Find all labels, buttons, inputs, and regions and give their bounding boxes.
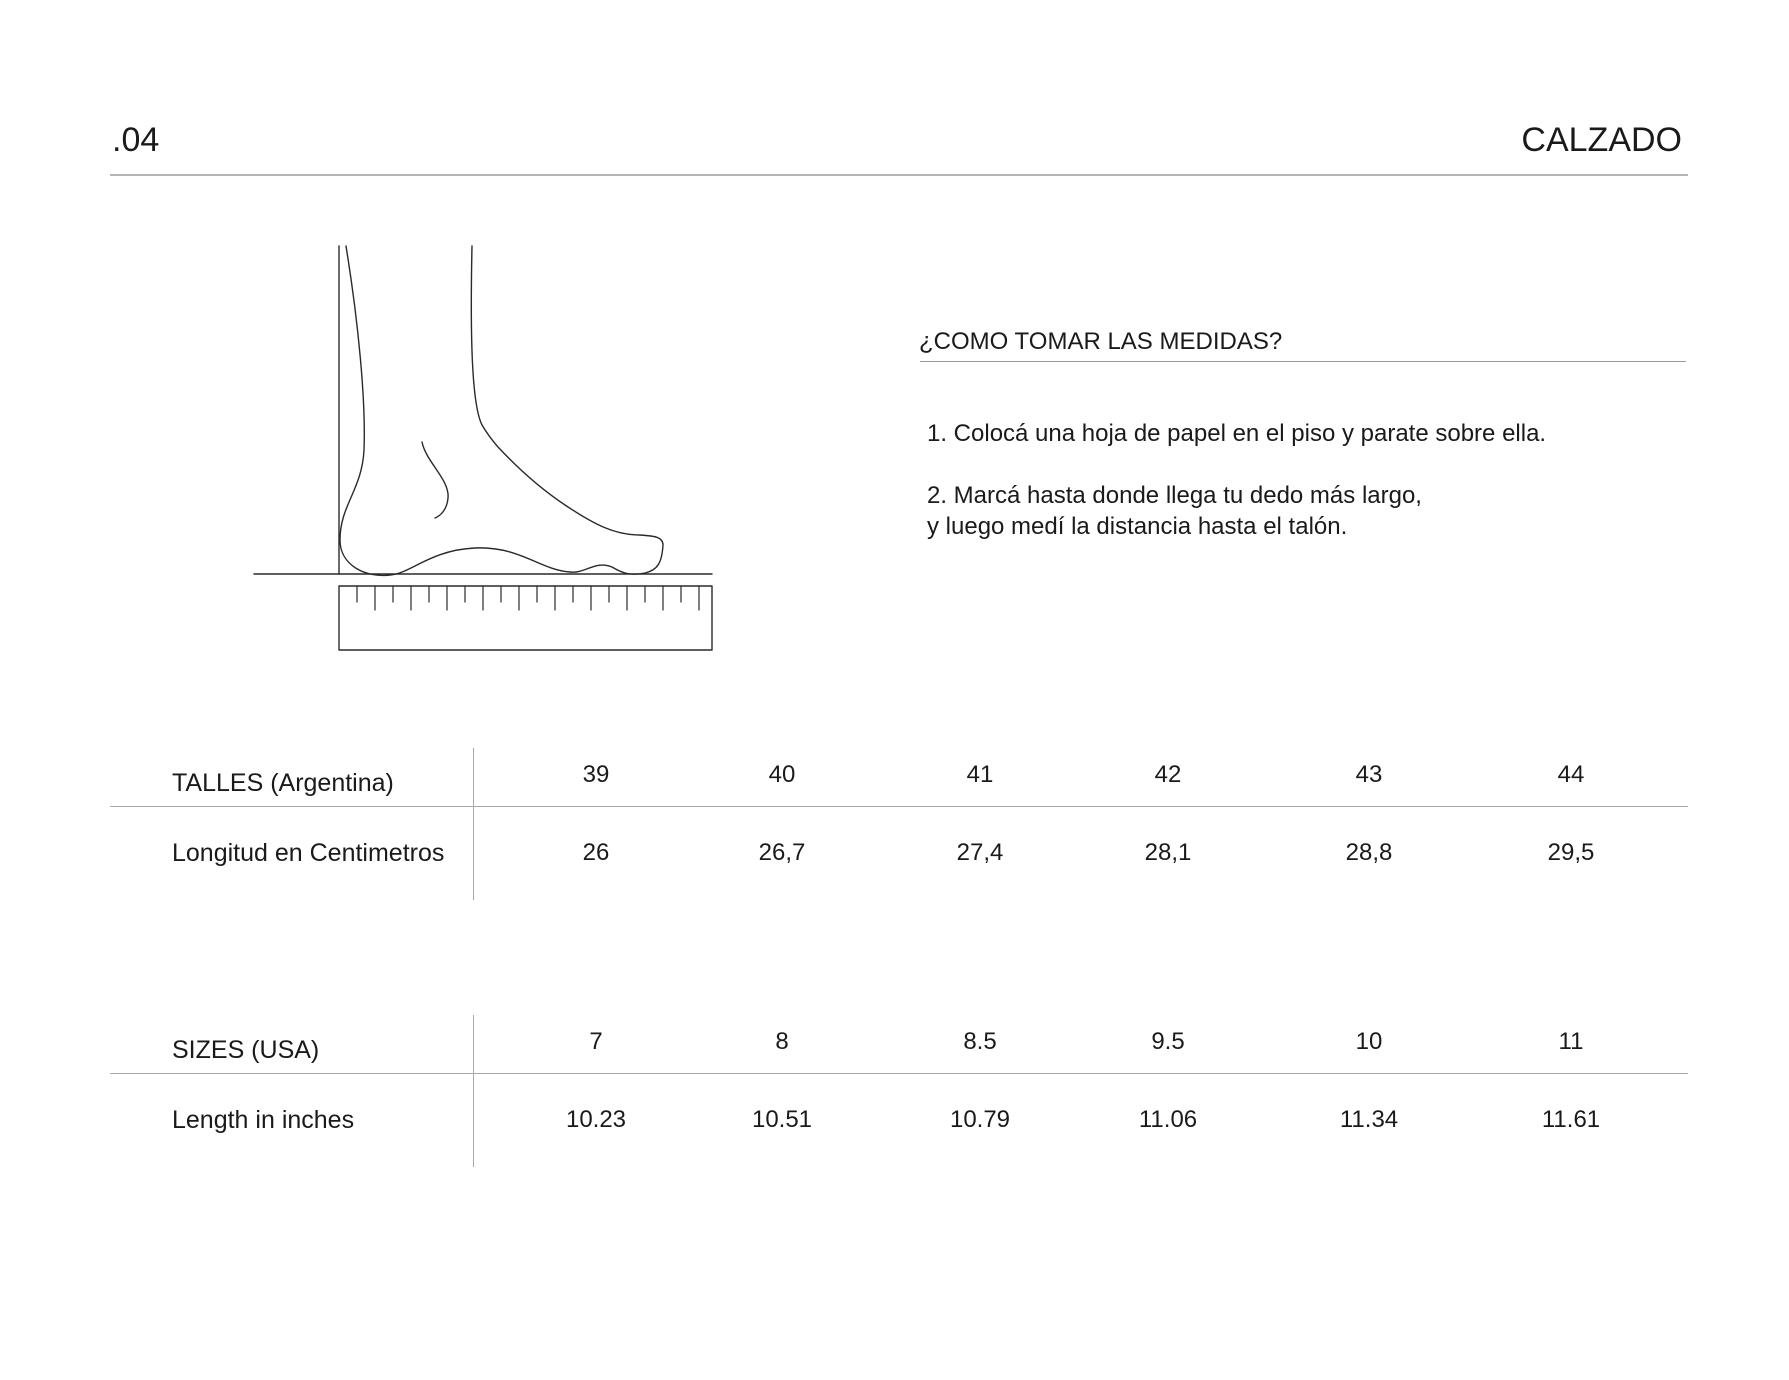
illustration <box>250 240 730 660</box>
length-cell: 10.23 <box>565 1106 627 1133</box>
usa-length-label: Length in inches <box>172 1106 355 1134</box>
size-cell: 10 <box>1355 1028 1383 1055</box>
instruction-step-1 <box>927 418 1546 449</box>
instructions-title: ¿COMO TOMAR LAS MEDIDAS? <box>919 328 1283 355</box>
instructions-divider <box>920 361 1686 362</box>
instruction-step-2 <box>927 480 1422 542</box>
size-cell: 7 <box>589 1028 603 1055</box>
size-cell: 43 <box>1355 761 1383 788</box>
instruction-step-2-line-1: 2. Marcá hasta donde llega tu dedo más largo, <box>927 482 1422 509</box>
size-cell: 39 <box>582 761 610 788</box>
ruler <box>339 586 712 650</box>
length-cell: 11.34 <box>1339 1106 1399 1133</box>
length-cell: 26 <box>582 839 610 866</box>
size-cell: 40 <box>768 761 796 788</box>
foot-measuring-icon <box>250 240 730 660</box>
instruction-step-2-line-2: y luego medí la distancia hasta el talón. <box>927 513 1348 540</box>
usa-header-label: SIZES (USA) <box>172 1036 320 1064</box>
header-divider <box>110 174 1688 176</box>
page-number: .04 <box>112 121 160 159</box>
arch-line <box>422 442 448 518</box>
size-cell: 8 <box>775 1028 789 1055</box>
usa-size-table <box>110 1015 1688 1170</box>
argentina-length-label: Longitud en Centimetros <box>172 839 445 867</box>
size-cell: 9.5 <box>1151 1028 1185 1055</box>
foot-outline <box>340 246 663 575</box>
length-cell: 29,5 <box>1547 839 1595 866</box>
ruler-ticks <box>357 586 699 610</box>
argentina-size-table <box>110 748 1688 903</box>
instruction-step-1-line-1: 1. Colocá una hoja de papel en el piso y parate sobre ella. <box>927 420 1547 447</box>
length-cell: 28,1 <box>1144 839 1192 866</box>
argentina-header-label: TALLES (Argentina) <box>172 769 394 797</box>
size-cell: 41 <box>966 761 994 788</box>
length-cell: 10.51 <box>751 1106 813 1133</box>
length-cell: 26,7 <box>758 839 806 866</box>
length-cell: 11.61 <box>1541 1106 1601 1133</box>
size-cell: 44 <box>1557 761 1585 788</box>
size-cell: 11 <box>1558 1028 1584 1055</box>
size-cell: 42 <box>1154 761 1182 788</box>
page-title: CALZADO <box>1521 121 1682 159</box>
length-cell: 28,8 <box>1345 839 1393 866</box>
size-cell: 8.5 <box>963 1028 997 1055</box>
length-cell: 10.79 <box>949 1106 1011 1133</box>
length-cell: 11.06 <box>1138 1106 1198 1133</box>
length-cell: 27,4 <box>956 839 1004 866</box>
